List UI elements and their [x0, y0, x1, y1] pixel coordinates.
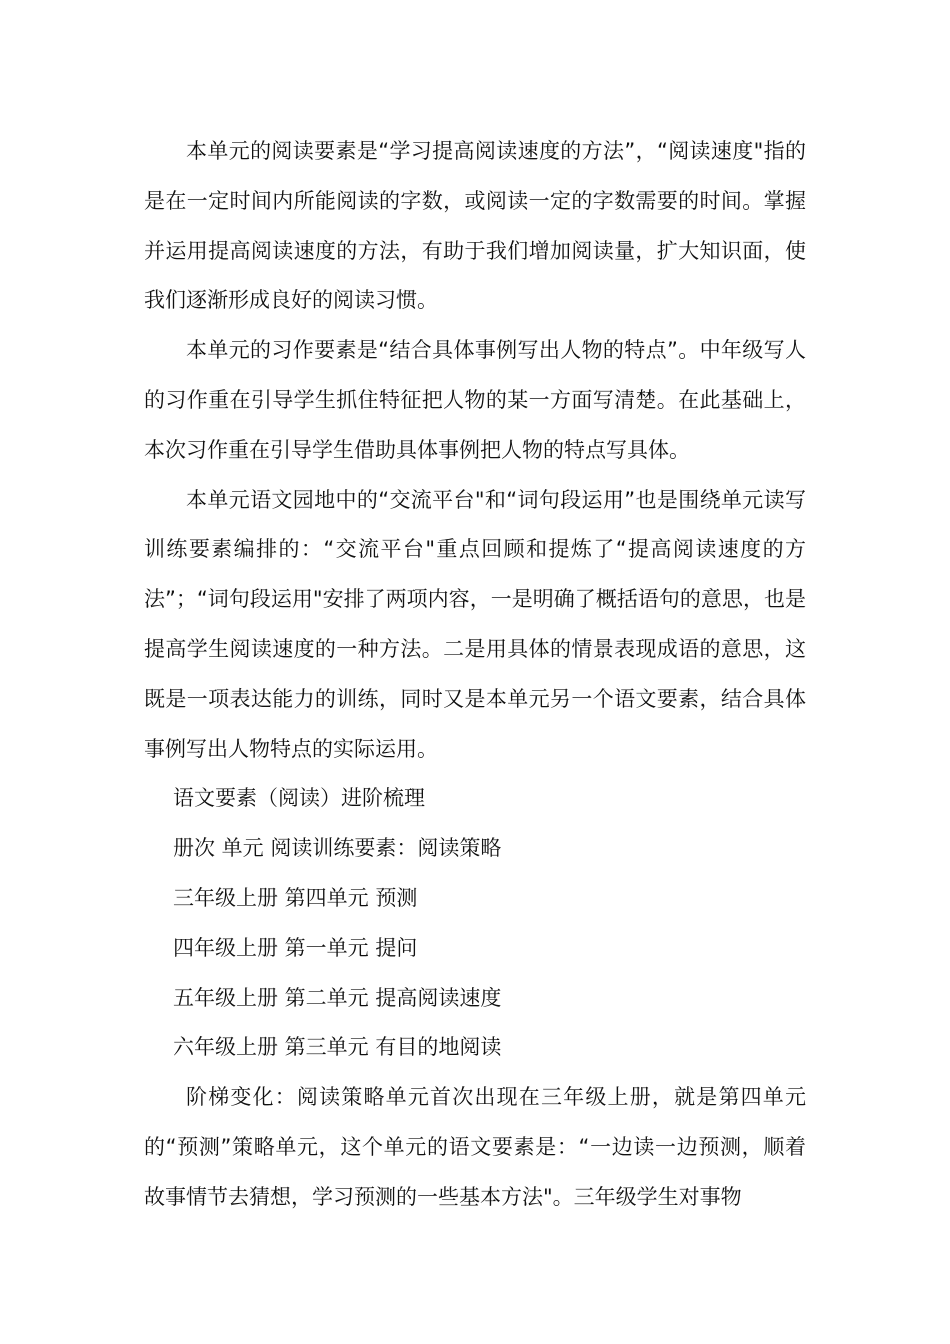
paragraph-ladder-change: 阶梯变化：阅读策略单元首次出现在三年级上册，就是第四单元的“预测”策略单元，这个单元的语文要素是：“一边读一边预测，顺着故事情节去猜想，学习预测的一些基本方法"。三年级学生对事物 — [144, 1085, 806, 1209]
paragraph-language-garden: 本单元语文园地中的“交流平台"和“词句段运用”也是围绕单元读写训练要素编排的：“交流平台"重点回顾和提炼了“提高阅读速度的方法”；“词句段运用"安排了两项内容，一是明确了概括语句的意思，也是提高学生阅读速度的一种方法。二是用具体的情景表现成语的意思，这既是一项表达能力的训练，同时又是本单元另一个语文要素，结合具体事例写出人物特点的实际运用。 — [144, 487, 806, 761]
document-page — [144, 127, 806, 1223]
paragraph-reading-element: 本单元的阅读要素是“学习提高阅读速度的方法”，“阅读速度"指的是在一定时间内所能阅读的字数，或阅读一定的字数需要的时间。掌握并运用提高阅读速度的方法，有助于我们增加阅读量，扩大知识面，使我们逐渐形成良好的阅读习惯。 — [144, 139, 806, 313]
table-header: 册次 单元 阅读训练要素：阅读策略 — [173, 836, 502, 861]
table-row: 五年级上册 第二单元 提高阅读速度 — [173, 985, 502, 1010]
table-row: 四年级上册 第一单元 提问 — [173, 935, 418, 960]
paragraph-writing-element: 本单元的习作要素是“结合具体事例写出人物的特点”。中年级写人的习作重在引导学生抓住特征把人物的某一方面写清楚。在此基础上，本次习作重在引导学生借助具体事例把人物的特点写具体。 — [144, 338, 806, 462]
table-row: 六年级上册 第三单元 有目的地阅读 — [173, 1035, 502, 1060]
section-title: 语文要素（阅读）进阶梳理 — [173, 786, 425, 811]
table-row: 三年级上册 第四单元 预测 — [173, 885, 418, 910]
